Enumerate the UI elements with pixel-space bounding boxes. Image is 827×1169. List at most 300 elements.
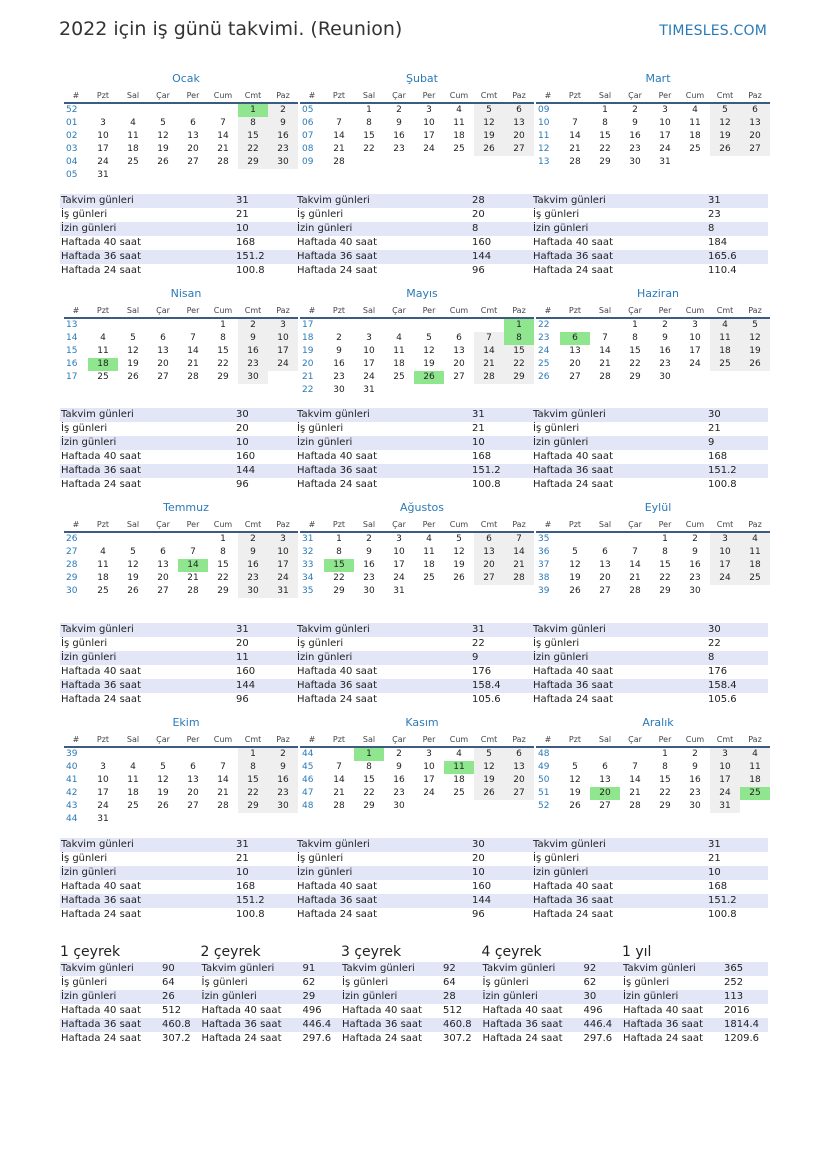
day-cell: 12 bbox=[474, 761, 504, 774]
stats-row bbox=[60, 908, 296, 922]
day-cell: 10 bbox=[97, 775, 109, 785]
day-cell: 24 bbox=[268, 572, 298, 585]
week-number: 48 bbox=[302, 801, 314, 811]
weekday-header: Cmt bbox=[710, 519, 740, 533]
day-cell: 8 bbox=[366, 762, 372, 772]
stats-row bbox=[341, 1018, 487, 1032]
stats-row bbox=[532, 665, 768, 679]
weekday-header: Pzt bbox=[560, 734, 590, 748]
day-cell: 4 bbox=[426, 534, 432, 544]
day-cell: 8 bbox=[336, 547, 342, 557]
quarter-stats-table bbox=[341, 962, 487, 1046]
week-number: 36 bbox=[538, 547, 550, 557]
week-number: 20 bbox=[302, 359, 314, 369]
stats-row bbox=[296, 464, 532, 478]
stats-value: 100.8 bbox=[236, 265, 265, 276]
weekday-header: # bbox=[536, 90, 560, 104]
day-cell: 29 bbox=[333, 586, 345, 596]
day-cell: 30 bbox=[268, 800, 298, 813]
day-cell: 23 bbox=[238, 358, 268, 371]
empty-day-cell bbox=[324, 104, 354, 117]
day-cell: 25 bbox=[97, 372, 109, 382]
stats-value: 307.2 bbox=[162, 1033, 191, 1044]
day-cell: 20 bbox=[474, 559, 504, 572]
day-cell: 9 bbox=[366, 547, 372, 557]
day-cell: 14 bbox=[187, 346, 199, 356]
day-cell: 1 bbox=[238, 104, 268, 117]
weekday-header: Pzt bbox=[560, 305, 590, 319]
day-cell: 3 bbox=[426, 105, 432, 115]
stats-value: 168 bbox=[708, 881, 728, 892]
stats-label: Haftada 40 saat bbox=[297, 666, 377, 677]
day-cell: 20 bbox=[453, 359, 465, 369]
stats-row bbox=[341, 962, 487, 976]
stats-label: Haftada 36 saat bbox=[482, 1019, 563, 1030]
day-cell: 23 bbox=[393, 788, 405, 798]
empty-day-cell bbox=[384, 319, 414, 332]
stats-label: Haftada 36 saat bbox=[61, 465, 141, 476]
day-cell: 15 bbox=[504, 345, 534, 358]
day-cell: 18 bbox=[710, 345, 740, 358]
day-cell: 14 bbox=[333, 775, 345, 785]
page-title: 2022 için iş günü takvimi. (Reunion) bbox=[59, 18, 403, 40]
quarter-title: 1 yıl bbox=[622, 944, 652, 960]
week-number: 07 bbox=[302, 131, 314, 141]
day-cell: 25 bbox=[423, 573, 435, 583]
empty-day-cell bbox=[148, 319, 178, 332]
day-cell: 26 bbox=[569, 801, 581, 811]
day-cell: 16 bbox=[689, 560, 701, 570]
day-cell: 19 bbox=[569, 573, 581, 583]
stats-label: İzin günleri bbox=[482, 991, 538, 1002]
weekday-header: # bbox=[536, 305, 560, 319]
day-cell: 11 bbox=[710, 332, 740, 345]
stats-value: 168 bbox=[472, 451, 492, 462]
empty-day-cell bbox=[88, 748, 118, 761]
week-number: 52 bbox=[538, 801, 550, 811]
empty-day-cell bbox=[324, 319, 354, 332]
day-cell: 5 bbox=[130, 333, 136, 343]
day-cell: 17 bbox=[423, 131, 435, 141]
day-cell: 7 bbox=[504, 533, 534, 546]
month-stats-table bbox=[532, 408, 768, 492]
day-cell: 12 bbox=[569, 560, 581, 570]
stats-row bbox=[482, 962, 628, 976]
stats-row bbox=[532, 264, 768, 278]
month-stats-table bbox=[296, 194, 532, 278]
weekday-header: Sal bbox=[118, 305, 148, 319]
day-cell: 17 bbox=[97, 788, 109, 798]
stats-value: 2016 bbox=[724, 1005, 750, 1016]
weekday-header: Paz bbox=[504, 734, 534, 748]
month-name: Mayıs bbox=[406, 287, 438, 300]
day-cell: 7 bbox=[190, 547, 196, 557]
day-cell: 30 bbox=[393, 801, 405, 811]
stats-row bbox=[532, 838, 768, 852]
empty-day-cell bbox=[384, 156, 414, 169]
day-cell: 18 bbox=[423, 560, 435, 570]
day-cell: 24 bbox=[659, 144, 671, 154]
stats-label: Haftada 36 saat bbox=[61, 680, 141, 691]
empty-day-cell bbox=[118, 748, 148, 761]
stats-value: 11 bbox=[236, 652, 249, 663]
weekday-header: # bbox=[64, 305, 88, 319]
stats-value: 460.8 bbox=[162, 1019, 191, 1030]
stats-label: Haftada 40 saat bbox=[297, 237, 377, 248]
empty-day-cell bbox=[208, 104, 238, 117]
weekday-header: # bbox=[300, 90, 324, 104]
weekday-header: Per bbox=[178, 734, 208, 748]
day-cell: 20 bbox=[740, 130, 770, 143]
week-number: 02 bbox=[66, 131, 78, 141]
day-cell: 21 bbox=[629, 573, 641, 583]
brand-link[interactable]: TIMESLES.COM bbox=[659, 23, 767, 39]
stats-label: İzin günleri bbox=[297, 223, 353, 234]
month-calendar bbox=[536, 68, 762, 169]
weekday-header: Paz bbox=[740, 519, 770, 533]
week-number: 05 bbox=[302, 105, 314, 115]
day-cell: 15 bbox=[238, 774, 268, 787]
stats-label: Haftada 36 saat bbox=[61, 251, 141, 262]
day-cell: 15 bbox=[363, 775, 375, 785]
month-grid bbox=[64, 305, 290, 384]
month-grid bbox=[536, 305, 762, 384]
stats-row bbox=[201, 1004, 347, 1018]
day-cell: 28 bbox=[474, 371, 504, 384]
day-cell: 22 bbox=[629, 359, 641, 369]
day-cell: 21 bbox=[187, 573, 199, 583]
day-cell: 22 bbox=[363, 144, 375, 154]
day-cell: 20 bbox=[569, 359, 581, 369]
empty-day-cell bbox=[238, 169, 268, 182]
weekday-header: Cmt bbox=[238, 519, 268, 533]
weekday-header: Cum bbox=[208, 90, 238, 104]
day-cell: 11 bbox=[393, 346, 405, 356]
day-cell: 14 bbox=[504, 546, 534, 559]
day-cell: 25 bbox=[127, 157, 139, 167]
day-cell: 17 bbox=[423, 775, 435, 785]
day-cell: 12 bbox=[740, 332, 770, 345]
weekday-header: Çar bbox=[620, 90, 650, 104]
day-cell: 4 bbox=[456, 105, 462, 115]
weekday-header: Pzt bbox=[88, 90, 118, 104]
day-cell: 16 bbox=[363, 560, 375, 570]
month-calendar bbox=[300, 712, 526, 813]
stats-label: Takvim günleri bbox=[61, 839, 134, 850]
day-cell: 31 bbox=[97, 170, 109, 180]
stats-row bbox=[60, 436, 296, 450]
week-number: 43 bbox=[66, 801, 78, 811]
week-number: 18 bbox=[302, 333, 314, 343]
day-cell: 18 bbox=[97, 573, 109, 583]
stats-label: Takvim günleri bbox=[623, 963, 696, 974]
stats-label: Haftada 24 saat bbox=[297, 265, 377, 276]
stats-value: 151.2 bbox=[236, 895, 265, 906]
quarter-stats-table bbox=[60, 962, 206, 1046]
day-cell: 7 bbox=[336, 118, 342, 128]
stats-label: Haftada 40 saat bbox=[201, 1005, 282, 1016]
stats-label: Haftada 24 saat bbox=[482, 1033, 563, 1044]
stats-label: Haftada 40 saat bbox=[342, 1005, 422, 1016]
week-number: 24 bbox=[538, 346, 550, 356]
day-cell: 8 bbox=[632, 333, 638, 343]
day-cell: 15 bbox=[217, 346, 229, 356]
weekday-header: # bbox=[300, 305, 324, 319]
stats-label: Haftada 24 saat bbox=[533, 909, 613, 920]
stats-row bbox=[532, 637, 768, 651]
empty-day-cell bbox=[414, 156, 444, 169]
day-cell: 6 bbox=[190, 118, 196, 128]
stats-row bbox=[201, 962, 347, 976]
stats-value: 9 bbox=[708, 437, 715, 448]
week-number: 10 bbox=[538, 118, 550, 128]
stats-row bbox=[201, 976, 347, 990]
day-cell: 22 bbox=[333, 573, 345, 583]
empty-day-cell bbox=[444, 585, 474, 598]
stats-row bbox=[201, 990, 347, 1004]
week-number: 23 bbox=[538, 333, 550, 343]
day-cell: 28 bbox=[217, 157, 229, 167]
day-cell: 8 bbox=[220, 547, 226, 557]
stats-row bbox=[296, 222, 532, 236]
day-cell: 5 bbox=[160, 118, 166, 128]
day-cell: 20 bbox=[187, 144, 199, 154]
stats-label: Takvim günleri bbox=[533, 624, 606, 635]
week-number: 11 bbox=[538, 131, 550, 141]
stats-value: 92 bbox=[443, 963, 456, 974]
month-grid bbox=[300, 734, 526, 813]
week-number: 22 bbox=[538, 320, 550, 330]
stats-value: 31 bbox=[236, 839, 249, 850]
stats-row bbox=[60, 422, 296, 436]
stats-row bbox=[622, 976, 768, 990]
day-cell: 31 bbox=[97, 814, 109, 824]
day-cell: 28 bbox=[629, 586, 641, 596]
stats-row bbox=[60, 464, 296, 478]
day-cell: 16 bbox=[689, 775, 701, 785]
empty-day-cell bbox=[504, 800, 534, 813]
weekday-header: Pzt bbox=[88, 519, 118, 533]
day-cell: 1 bbox=[354, 748, 384, 761]
day-cell: 28 bbox=[333, 801, 345, 811]
stats-label: Haftada 24 saat bbox=[533, 694, 613, 705]
day-cell: 24 bbox=[393, 573, 405, 583]
day-cell: 29 bbox=[217, 372, 229, 382]
stats-row bbox=[60, 976, 206, 990]
stats-value: 96 bbox=[236, 479, 249, 490]
day-cell: 3 bbox=[662, 105, 668, 115]
stats-row bbox=[60, 990, 206, 1004]
stats-row bbox=[532, 208, 768, 222]
stats-value: 160 bbox=[472, 881, 492, 892]
day-cell: 17 bbox=[268, 345, 298, 358]
day-cell: 31 bbox=[393, 586, 405, 596]
empty-day-cell bbox=[178, 748, 208, 761]
stats-row bbox=[60, 194, 296, 208]
stats-row bbox=[201, 1018, 347, 1032]
empty-day-cell bbox=[474, 384, 504, 397]
day-cell: 6 bbox=[504, 748, 534, 761]
day-cell: 24 bbox=[363, 372, 375, 382]
stats-value: 30 bbox=[472, 839, 485, 850]
empty-day-cell bbox=[444, 319, 474, 332]
stats-value: 30 bbox=[708, 409, 721, 420]
day-cell: 23 bbox=[393, 144, 405, 154]
stats-value: 21 bbox=[708, 853, 721, 864]
empty-day-cell bbox=[504, 384, 534, 397]
day-cell: 14 bbox=[629, 560, 641, 570]
stats-label: İzin günleri bbox=[533, 437, 589, 448]
stats-row bbox=[60, 478, 296, 492]
day-cell: 5 bbox=[572, 762, 578, 772]
stats-row bbox=[532, 679, 768, 693]
stats-value: 105.6 bbox=[708, 694, 737, 705]
month-grid bbox=[536, 90, 762, 169]
day-cell: 1 bbox=[336, 534, 342, 544]
day-cell: 14 bbox=[333, 131, 345, 141]
day-cell: 15 bbox=[363, 131, 375, 141]
day-cell: 7 bbox=[336, 762, 342, 772]
day-cell: 22 bbox=[659, 788, 671, 798]
weekday-header: Pzt bbox=[560, 90, 590, 104]
stats-value: 92 bbox=[583, 963, 597, 974]
stats-row bbox=[482, 1004, 628, 1018]
stats-label: İş günleri bbox=[482, 977, 529, 988]
stats-row bbox=[532, 478, 768, 492]
stats-label: Takvim günleri bbox=[533, 195, 606, 206]
month-calendar bbox=[300, 497, 526, 598]
stats-label: Takvim günleri bbox=[201, 963, 275, 974]
empty-day-cell bbox=[740, 156, 770, 169]
stats-value: 31 bbox=[708, 195, 721, 206]
weekday-header: Çar bbox=[620, 305, 650, 319]
empty-day-cell bbox=[268, 813, 298, 826]
month-calendar bbox=[536, 497, 762, 598]
week-number: 28 bbox=[66, 560, 78, 570]
weekday-header: Sal bbox=[118, 519, 148, 533]
day-cell: 12 bbox=[157, 775, 169, 785]
stats-value: 297.6 bbox=[302, 1033, 332, 1044]
stats-value: 176 bbox=[472, 666, 492, 677]
day-cell: 8 bbox=[220, 333, 226, 343]
day-cell: 19 bbox=[157, 788, 169, 798]
stats-value: 30 bbox=[583, 991, 597, 1002]
empty-day-cell bbox=[268, 169, 298, 182]
day-cell: 14 bbox=[217, 131, 229, 141]
stats-label: Haftada 24 saat bbox=[533, 265, 613, 276]
day-cell: 18 bbox=[740, 559, 770, 572]
day-cell: 6 bbox=[190, 762, 196, 772]
day-cell: 7 bbox=[220, 762, 226, 772]
stats-label: Takvim günleri bbox=[297, 409, 370, 420]
weekday-header: Paz bbox=[268, 90, 298, 104]
stats-label: İş günleri bbox=[533, 853, 580, 864]
stats-row bbox=[60, 236, 296, 250]
empty-day-cell bbox=[504, 156, 534, 169]
week-number: 09 bbox=[302, 157, 314, 167]
day-cell: 17 bbox=[363, 359, 375, 369]
month-name: Nisan bbox=[170, 287, 202, 300]
day-cell: 18 bbox=[393, 359, 405, 369]
stats-label: İzin günleri bbox=[61, 437, 117, 448]
stats-value: 8 bbox=[708, 223, 715, 234]
stats-row bbox=[296, 880, 532, 894]
day-cell: 5 bbox=[572, 547, 578, 557]
day-cell: 6 bbox=[474, 533, 504, 546]
day-cell: 2 bbox=[268, 748, 298, 761]
day-cell: 4 bbox=[100, 333, 106, 343]
day-cell: 8 bbox=[662, 547, 668, 557]
quarter-title: 3 çeyrek bbox=[341, 944, 402, 960]
day-cell: 30 bbox=[238, 585, 268, 598]
empty-day-cell bbox=[560, 104, 590, 117]
day-cell: 5 bbox=[474, 104, 504, 117]
day-cell: 26 bbox=[474, 787, 504, 800]
week-number: 35 bbox=[302, 586, 314, 596]
empty-day-cell bbox=[178, 813, 208, 826]
day-cell: 16 bbox=[333, 359, 345, 369]
day-cell: 11 bbox=[127, 131, 139, 141]
stats-value: 22 bbox=[472, 638, 485, 649]
month-grid bbox=[536, 519, 762, 598]
stats-row bbox=[296, 450, 532, 464]
day-cell: 18 bbox=[689, 131, 701, 141]
stats-label: Haftada 24 saat bbox=[297, 694, 377, 705]
day-cell: 8 bbox=[662, 762, 668, 772]
day-cell: 8 bbox=[238, 761, 268, 774]
month-stats-table bbox=[60, 838, 296, 922]
stats-value: 512 bbox=[443, 1005, 463, 1016]
empty-day-cell bbox=[208, 748, 238, 761]
weekday-header: Sal bbox=[118, 90, 148, 104]
day-cell: 9 bbox=[692, 547, 698, 557]
day-cell: 8 bbox=[366, 118, 372, 128]
stats-label: İş günleri bbox=[61, 853, 108, 864]
day-cell: 13 bbox=[453, 346, 465, 356]
stats-value: 9 bbox=[472, 652, 479, 663]
quarter-title: 4 çeyrek bbox=[481, 944, 542, 960]
day-cell: 3 bbox=[100, 762, 106, 772]
day-cell: 23 bbox=[629, 144, 641, 154]
day-cell: 4 bbox=[740, 533, 770, 546]
day-cell: 5 bbox=[474, 748, 504, 761]
day-cell: 10 bbox=[710, 761, 740, 774]
day-cell: 11 bbox=[740, 546, 770, 559]
day-cell: 27 bbox=[453, 372, 465, 382]
day-cell: 25 bbox=[710, 358, 740, 371]
day-cell: 19 bbox=[127, 573, 139, 583]
day-cell: 9 bbox=[238, 332, 268, 345]
empty-day-cell bbox=[680, 156, 710, 169]
day-cell: 3 bbox=[100, 118, 106, 128]
day-cell: 16 bbox=[659, 346, 671, 356]
day-cell: 6 bbox=[740, 104, 770, 117]
stats-row bbox=[60, 222, 296, 236]
day-cell: 23 bbox=[268, 787, 298, 800]
week-number: 17 bbox=[66, 372, 78, 382]
stats-row bbox=[532, 908, 768, 922]
weekday-header: Per bbox=[650, 734, 680, 748]
weekday-header: Sal bbox=[354, 519, 384, 533]
day-cell: 15 bbox=[217, 560, 229, 570]
week-number: 09 bbox=[538, 105, 550, 115]
stats-label: İzin günleri bbox=[297, 867, 353, 878]
day-cell: 31 bbox=[710, 800, 740, 813]
stats-value: 20 bbox=[472, 209, 485, 220]
day-cell: 15 bbox=[324, 559, 354, 572]
week-number: 25 bbox=[538, 359, 550, 369]
stats-label: İzin günleri bbox=[61, 991, 117, 1002]
